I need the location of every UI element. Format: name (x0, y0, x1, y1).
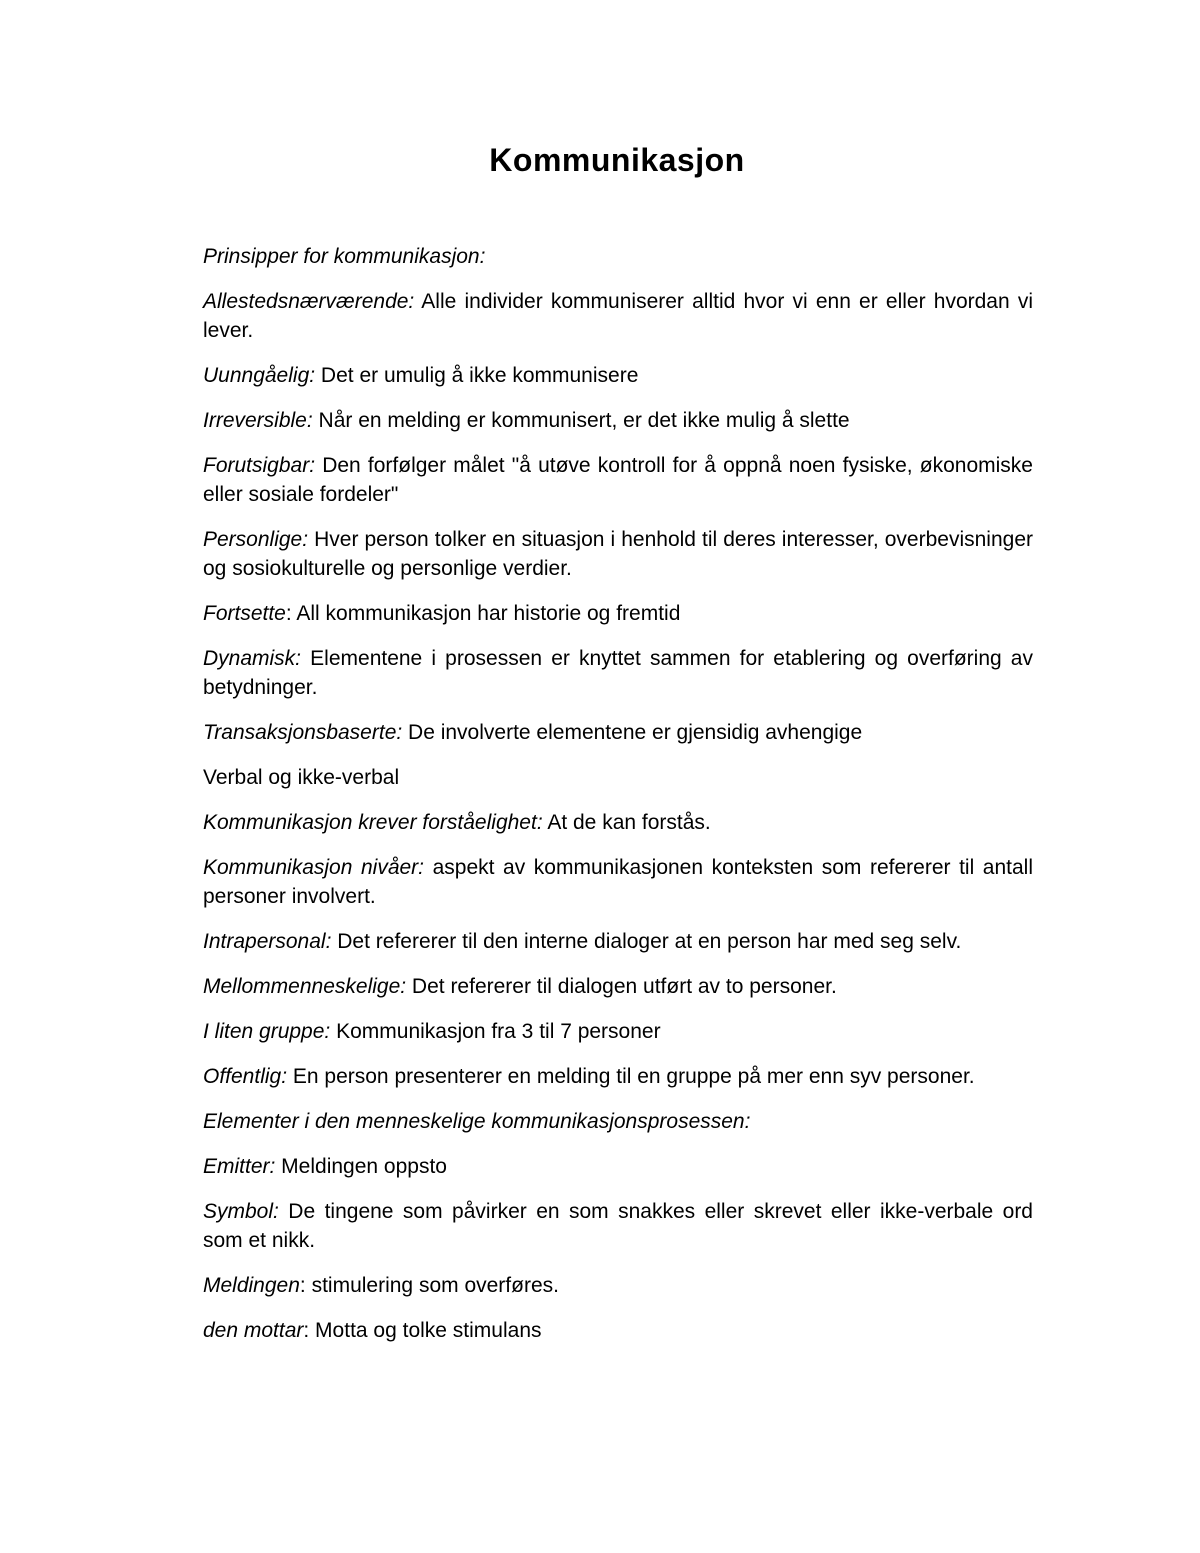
paragraph (203, 1017, 1033, 1046)
paragraph-term: Meldingen (203, 1274, 300, 1297)
paragraph-text: : stimulering som overføres. (299, 1274, 559, 1297)
paragraph (203, 1062, 1033, 1091)
paragraph (203, 972, 1033, 1001)
paragraph (203, 525, 1033, 583)
paragraph-text: Verbal og ikke-verbal (203, 766, 400, 789)
paragraph-text: At de kan forstås. (542, 811, 711, 834)
paragraph (203, 808, 1033, 837)
paragraph-term: Intrapersonal: (203, 930, 332, 953)
paragraph-text: Det refererer til den interne dialoger at en person har med seg selv. (331, 930, 962, 953)
paragraph-term: Prinsipper for kommunikasjon: (203, 245, 486, 268)
paragraph-term: I liten gruppe: (203, 1020, 331, 1043)
paragraph-term: Kommunikasjon krever forståelighet: (203, 811, 543, 834)
paragraph-term: Personlige: (203, 528, 309, 551)
paragraph (203, 451, 1033, 509)
paragraph-text: De involverte elementene er gjensidig avhengige (402, 721, 863, 744)
paragraph (203, 361, 1033, 390)
paragraph (203, 718, 1033, 747)
paragraph-text: : All kommunikasjon har historie og fremtid (285, 602, 681, 625)
paragraph-text: En person presenterer en melding til en gruppe på mer enn syv personer. (287, 1065, 975, 1088)
paragraph (203, 1152, 1033, 1181)
paragraph-term: Transaksjonsbaserte: (203, 721, 403, 744)
paragraph-text: Det refererer til dialogen utført av to personer. (406, 975, 837, 998)
document-body (203, 242, 1033, 1361)
paragraph-term: Allestedsnærværende: (203, 290, 415, 313)
paragraph (203, 1107, 1033, 1136)
paragraph-text: Det er umulig å ikke kommunisere (315, 364, 639, 387)
paragraph (203, 599, 1033, 628)
paragraph-text: Når en melding er kommunisert, er det ikke mulig å slette (312, 409, 850, 432)
paragraph-text: Meldingen oppsto (275, 1155, 447, 1178)
paragraph-term: den mottar (203, 1319, 304, 1342)
paragraph-text: Kommunikasjon fra 3 til 7 personer (330, 1020, 661, 1043)
paragraph-text: Alle individer kommuniserer alltid hvor vi enn er eller hvordan vi lever. (203, 290, 1033, 342)
paragraph (203, 853, 1033, 911)
paragraph-text: : Motta og tolke stimulans (303, 1319, 542, 1342)
paragraph-term: Mellommenneskelige: (203, 975, 407, 998)
paragraph (203, 927, 1033, 956)
paragraph-text: De tingene som påvirker en som snakkes eller skrevet eller ikke-verbale ord som et nikk. (203, 1200, 1033, 1252)
paragraph-text: Elementene i prosessen er knyttet sammen for etablering og overføring av betydninger. (203, 647, 1033, 699)
paragraph (203, 1316, 1033, 1345)
document-title: Kommunikasjon (489, 142, 745, 178)
paragraph (203, 763, 1033, 792)
paragraph (203, 406, 1033, 435)
paragraph-text: aspekt av kommunikasjonen konteksten som refererer til antall personer involvert. (203, 856, 1034, 908)
paragraph-text: Den forfølger målet "å utøve kontroll for å oppnå noen fysiske, økonomiske eller sosiale fordeler" (203, 454, 1033, 506)
paragraph-term: Emitter: (203, 1155, 276, 1178)
paragraph (203, 644, 1033, 702)
paragraph-text: Hver person tolker en situasjon i henhold til deres interesser, overbevisninger og sosiokulturelle og personlige verdier. (203, 528, 1033, 580)
paragraph-term: Irreversible: (203, 409, 313, 432)
paragraph-term: Offentlig: (203, 1065, 288, 1088)
paragraph-term: Symbol: (203, 1200, 279, 1223)
paragraph (203, 1197, 1033, 1255)
paragraph-term: Dynamisk: (203, 647, 302, 670)
paragraph-term: Forutsigbar: (203, 454, 316, 477)
paragraph (203, 287, 1033, 345)
paragraph-term: Uunngåelig: (203, 364, 316, 387)
paragraph (203, 242, 1033, 271)
paragraph (203, 1271, 1033, 1300)
paragraph-term: Fortsette (203, 602, 286, 625)
paragraph-term: Kommunikasjon nivåer: (203, 856, 425, 879)
paragraph-term: Elementer i den menneskelige kommunikasjonsprosessen: (203, 1110, 751, 1133)
